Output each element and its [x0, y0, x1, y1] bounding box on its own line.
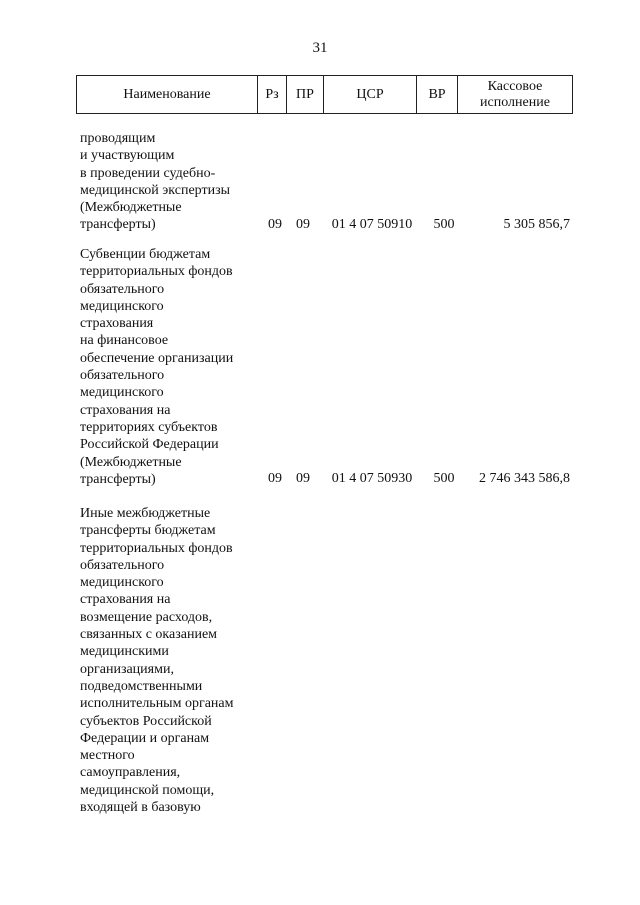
row-exec: 5 305 856,7: [503, 217, 570, 232]
row-name: Иные межбюджетные трансферты бюджетам территориальных фондов обязательного медицинского страхования на возмещение расходов, связанных с оказанием медицинскими организациями, подведомственными исполнительным органам субъектов Российской Федерации и органам местного самоуправления, медицинской помощи, входящей в базовую: [80, 506, 234, 816]
row-exec: 2 746 343 586,8: [479, 471, 570, 486]
table-header: [76, 75, 573, 114]
row-name: проводящим и участвующим в проведении судебно- медицинской экспертизы (Межбюджетные трансферты): [80, 131, 231, 233]
row-vr: 500: [433, 217, 455, 232]
header-pr: ПР: [287, 76, 324, 114]
page-number: 31: [312, 40, 328, 56]
header-csr: ЦСР: [324, 76, 417, 114]
row-pr: 09: [296, 471, 310, 486]
row-csr: 01 4 07 50910: [331, 217, 413, 232]
row-csr: 01 4 07 50930: [331, 471, 413, 486]
header-rz: Рз: [258, 76, 287, 114]
header-exec: Кассовое исполнение: [458, 76, 573, 114]
header-name: Наименование: [77, 76, 258, 114]
header-vr: ВР: [417, 76, 458, 114]
row-vr: 500: [433, 471, 455, 486]
row-rz: 09: [268, 471, 282, 486]
row-pr: 09: [296, 217, 310, 232]
row-name: Субвенции бюджетам территориальных фондов обязательного медицинского страхования на финансовое обеспечение организации обязательного медицинского страхования на территориях субъектов Российской Федерации (Межбюджетные трансферты): [80, 247, 234, 487]
row-rz: 09: [268, 217, 282, 232]
